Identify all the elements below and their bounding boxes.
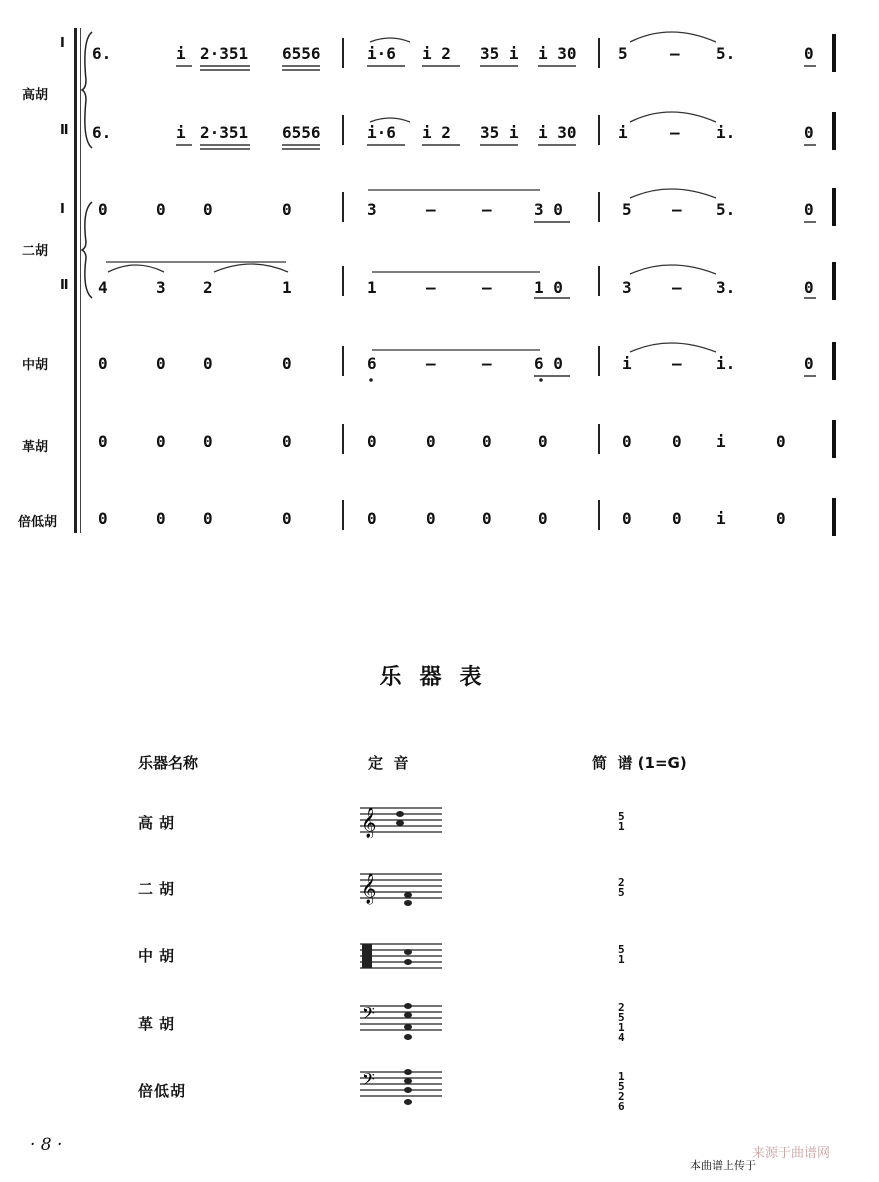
note: 1	[282, 278, 292, 297]
note: i	[716, 509, 726, 528]
note: –	[482, 200, 492, 219]
note: 6 0	[534, 354, 563, 373]
note: –	[482, 278, 492, 297]
group-label-erhu: 二胡	[22, 244, 49, 259]
staff-treble-erhu	[360, 870, 444, 910]
note: 1 0	[534, 278, 563, 297]
note: 0	[482, 509, 492, 528]
note: 0	[804, 354, 814, 373]
note: i.	[716, 354, 736, 373]
note: 0	[282, 354, 292, 373]
note: 35 i	[480, 123, 519, 142]
note: 0	[538, 509, 548, 528]
svg-text:𝄞: 𝄞	[361, 808, 377, 838]
staff-treble-gaohu	[360, 804, 444, 838]
note: 0	[426, 432, 436, 451]
note: 0	[98, 354, 108, 373]
note: 0	[282, 432, 292, 451]
jianpu-notation: 5 1	[618, 810, 625, 833]
note: 0	[203, 200, 213, 219]
part-label: Ⅱ	[60, 123, 69, 138]
note: i	[622, 354, 632, 373]
instrument-table-title: 乐器表	[379, 664, 500, 690]
note: 6.	[92, 44, 112, 63]
note: 0	[367, 432, 377, 451]
note: i 30	[538, 123, 577, 142]
jianpu-notation: 2 5 1 4	[618, 1001, 625, 1044]
note: 0	[282, 509, 292, 528]
note: 0	[804, 278, 814, 297]
note: 2·351	[200, 44, 249, 63]
part-label: 中胡	[22, 358, 49, 373]
footer-text: 本曲谱上传于	[690, 1159, 756, 1172]
instrument-name: 高胡	[138, 814, 181, 832]
note: 4	[98, 278, 108, 297]
note: 6556	[282, 44, 321, 63]
part-label: I	[60, 202, 65, 217]
note: 3	[367, 200, 377, 219]
note: 6.	[92, 123, 112, 142]
note: 0	[98, 509, 108, 528]
note: –	[426, 354, 436, 373]
instrument-name: 中胡	[138, 947, 181, 965]
note: 0	[156, 200, 166, 219]
note: i·6	[367, 44, 396, 63]
note: 0	[156, 509, 166, 528]
note: 0	[203, 432, 213, 451]
note: 6556	[282, 123, 321, 142]
note: i.	[716, 123, 736, 142]
note: 5	[618, 44, 628, 63]
part-label: 革胡	[22, 440, 49, 455]
note: –	[670, 44, 680, 63]
note: i	[618, 123, 628, 142]
staff-bass-beidihu	[360, 1068, 444, 1116]
note: i 30	[538, 44, 577, 63]
staff-bass-gehu	[360, 1002, 444, 1044]
header-instrument-name: 乐器名称	[138, 754, 199, 772]
note: 0	[804, 200, 814, 219]
note: 0	[156, 354, 166, 373]
jianpu-notation: 2 5	[618, 876, 625, 899]
note: 0	[672, 432, 682, 451]
header-jianpu: 简 谱 (1=G)	[592, 754, 687, 772]
instrument-name: 倍低胡	[138, 1082, 187, 1100]
note: 2·351	[200, 123, 249, 142]
svg-text:𝄢: 𝄢	[362, 1069, 375, 1093]
note: 0	[203, 354, 213, 373]
watermark: 来源于曲谱网	[752, 1146, 831, 1161]
note: i	[176, 123, 186, 142]
note: 0	[804, 123, 814, 142]
note: –	[426, 200, 436, 219]
note: 0	[672, 509, 682, 528]
note: 3	[156, 278, 166, 297]
note: 0	[622, 509, 632, 528]
note: –	[670, 123, 680, 142]
instrument-name: 革胡	[138, 1015, 181, 1033]
part-label: Ⅱ	[60, 278, 69, 293]
note: i·6	[367, 123, 396, 142]
instrument-name: 二胡	[138, 880, 181, 898]
note: 0	[804, 44, 814, 63]
note: 0	[156, 432, 166, 451]
note: 0	[282, 200, 292, 219]
note: 35 i	[480, 44, 519, 63]
note: 1	[367, 278, 377, 297]
note: 5.	[716, 200, 736, 219]
note: –	[672, 278, 682, 297]
staff-alto-zhonghu	[360, 940, 444, 974]
note: 0	[776, 432, 786, 451]
note: –	[672, 200, 682, 219]
note: 0	[482, 432, 492, 451]
note: 5.	[716, 44, 736, 63]
note: i 2	[422, 123, 451, 142]
note: i	[716, 432, 726, 451]
jianpu-notation: 5 1	[618, 943, 625, 966]
slur-lines	[0, 0, 879, 560]
note: –	[482, 354, 492, 373]
group-label-gaohu: 高胡	[22, 88, 49, 103]
note: 3 0	[534, 200, 563, 219]
svg-text:𝄞: 𝄞	[361, 874, 377, 904]
note: 2	[203, 278, 213, 297]
note: –	[672, 354, 682, 373]
note: –	[426, 278, 436, 297]
note: 0	[426, 509, 436, 528]
note: 0	[776, 509, 786, 528]
note: 0	[98, 432, 108, 451]
note: 3	[622, 278, 632, 297]
note: 0	[538, 432, 548, 451]
note: 3.	[716, 278, 736, 297]
note: 0	[622, 432, 632, 451]
svg-text:𝄢: 𝄢	[362, 1003, 375, 1027]
note: 0	[367, 509, 377, 528]
part-label: 倍低胡	[18, 515, 58, 530]
note: 5	[622, 200, 632, 219]
note: i	[176, 44, 186, 63]
note: i 2	[422, 44, 451, 63]
note: 6	[367, 354, 377, 373]
header-tuning: 定 音	[368, 754, 409, 772]
jianpu-notation: 1 5 2 6	[618, 1070, 625, 1113]
note: 0	[203, 509, 213, 528]
page-number: · 8 ·	[30, 1135, 63, 1155]
part-label: I	[60, 36, 65, 51]
note: 0	[98, 200, 108, 219]
